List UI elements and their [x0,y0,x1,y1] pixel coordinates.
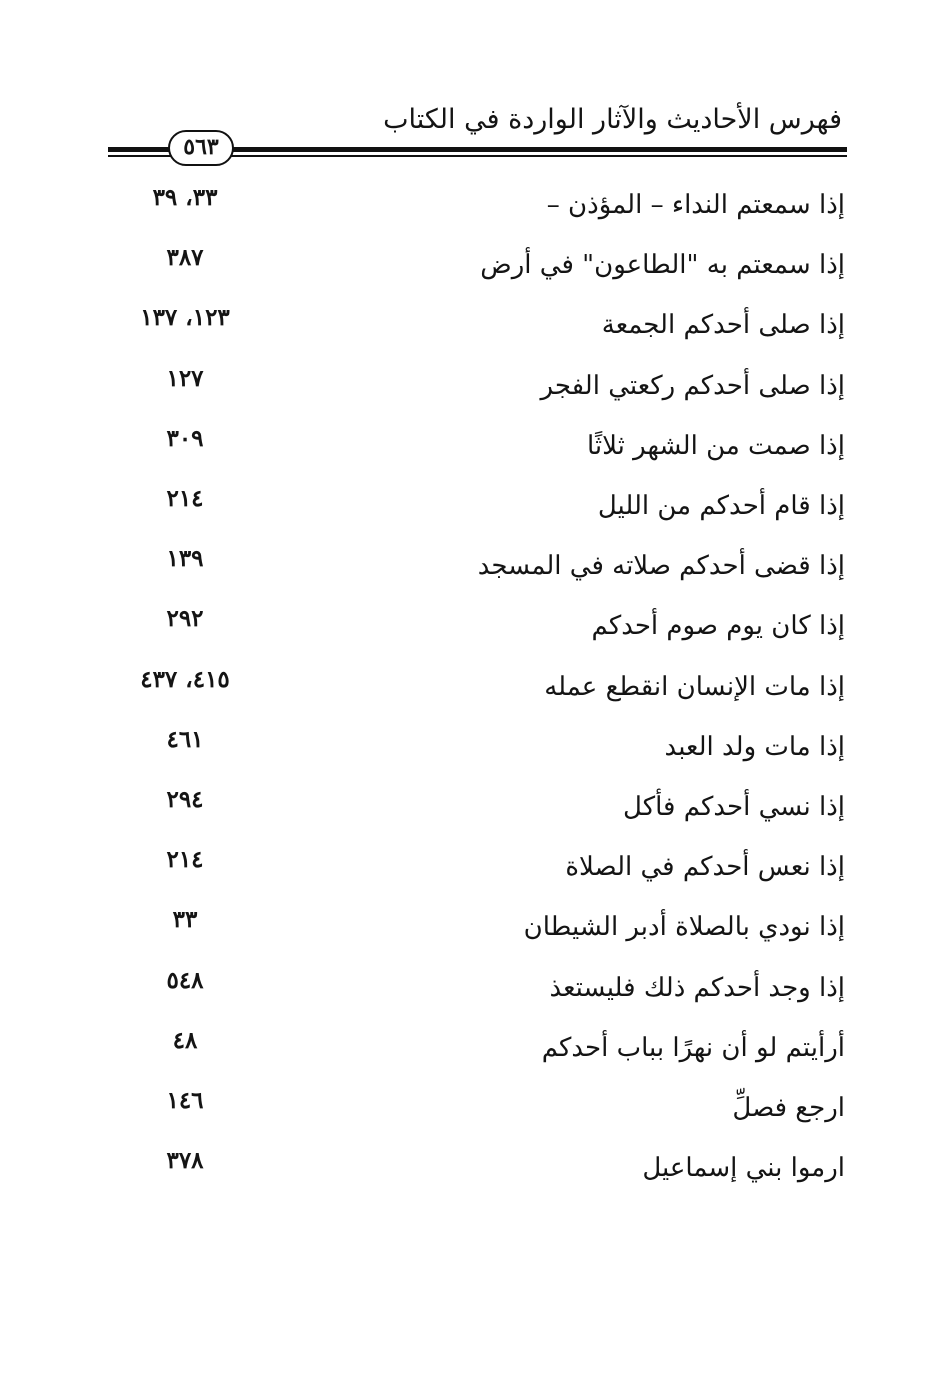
entry-page-refs: ١٣٩ [166,545,204,573]
entry-page-refs: ٢١٤ [166,485,204,512]
entry-hadith-text: إذا نودي بالصلاة أدبر الشيطان [523,912,845,943]
entry-hadith-text: ارجع فصلِّ [732,1093,845,1123]
entry-page-refs: ٣٣ [172,906,198,934]
entry-hadith-text: إذا قام أحدكم من الليل [597,491,845,521]
index-entry [100,906,850,972]
index-entry [100,846,850,912]
entry-hadith-text: إذا صلى أحدكم الجمعة [601,310,845,341]
entry-hadith-text: إذا مات ولد العبد [664,731,845,762]
page-number-badge: ٥٦٣ [168,130,234,166]
index-entry [100,545,850,611]
entry-page-refs: ١٢٧ [166,364,204,392]
index-entry [100,1087,850,1153]
entry-hadith-text: ارموا بني إسماعيل [642,1153,845,1184]
entry-page-refs: ٣٠٩ [166,424,204,452]
index-entry [100,966,850,1033]
index-entry [100,786,850,852]
index-entry [100,364,850,431]
entry-hadith-text: أرأيتم لو أن نهرًا بباب أحدكم [541,1032,845,1063]
index-entry [100,605,850,671]
index-entry [100,424,850,491]
entry-page-refs: ٢١٤ [166,846,204,874]
index-entry [100,725,850,792]
index-entry [100,184,850,250]
entry-hadith-text: إذا قضى أحدكم صلاته في المسجد [477,551,845,582]
index-entry [100,665,850,732]
entry-page-refs: ٣٨٧ [166,244,204,272]
running-header-title: فهرس الأحاديث والآثار الواردة في الكتاب [383,104,842,135]
entry-hadith-text: إذا صمت من الشهر ثلاثًا [586,430,845,461]
entry-page-refs: ٤٨ [172,1026,198,1054]
index-entry [100,244,850,310]
entry-hadith-text: إذا صلى أحدكم ركعتي الفجر [540,370,845,401]
entry-page-refs: ٤١٥، ٤٣٧ [140,665,230,693]
entry-page-refs: ٤٦١ [166,725,204,753]
entry-page-refs: ٢٩٤ [166,786,204,813]
entry-hadith-text: إذا نعس أحدكم في الصلاة [565,852,845,883]
entry-page-refs: ٢٩٢ [166,605,204,633]
entry-page-refs: ٣٧٨ [166,1147,204,1175]
entry-page-refs: ٣٣، ٣٩ [152,184,218,211]
entry-page-refs: ١٤٦ [166,1087,204,1114]
entry-page-refs: ٥٤٨ [166,966,204,994]
index-entry [100,1147,850,1213]
entry-hadith-text: إذا سمعتم به "الطاعون" في أرض [480,250,845,281]
index-entry [100,304,850,370]
index-entry [100,485,850,551]
index-entry [100,1026,850,1093]
entry-hadith-text: إذا سمعتم النداء – المؤذن – [546,190,845,220]
entry-hadith-text: إذا كان يوم صوم أحدكم [591,611,845,642]
entry-page-refs: ١٢٣، ١٣٧ [140,304,230,332]
entry-hadith-text: إذا مات الإنسان انقطع عمله [544,671,845,702]
entry-hadith-text: إذا نسي أحدكم فأكل [623,792,845,822]
entry-hadith-text: إذا وجد أحدكم ذلك فليستعذ [549,972,845,1003]
